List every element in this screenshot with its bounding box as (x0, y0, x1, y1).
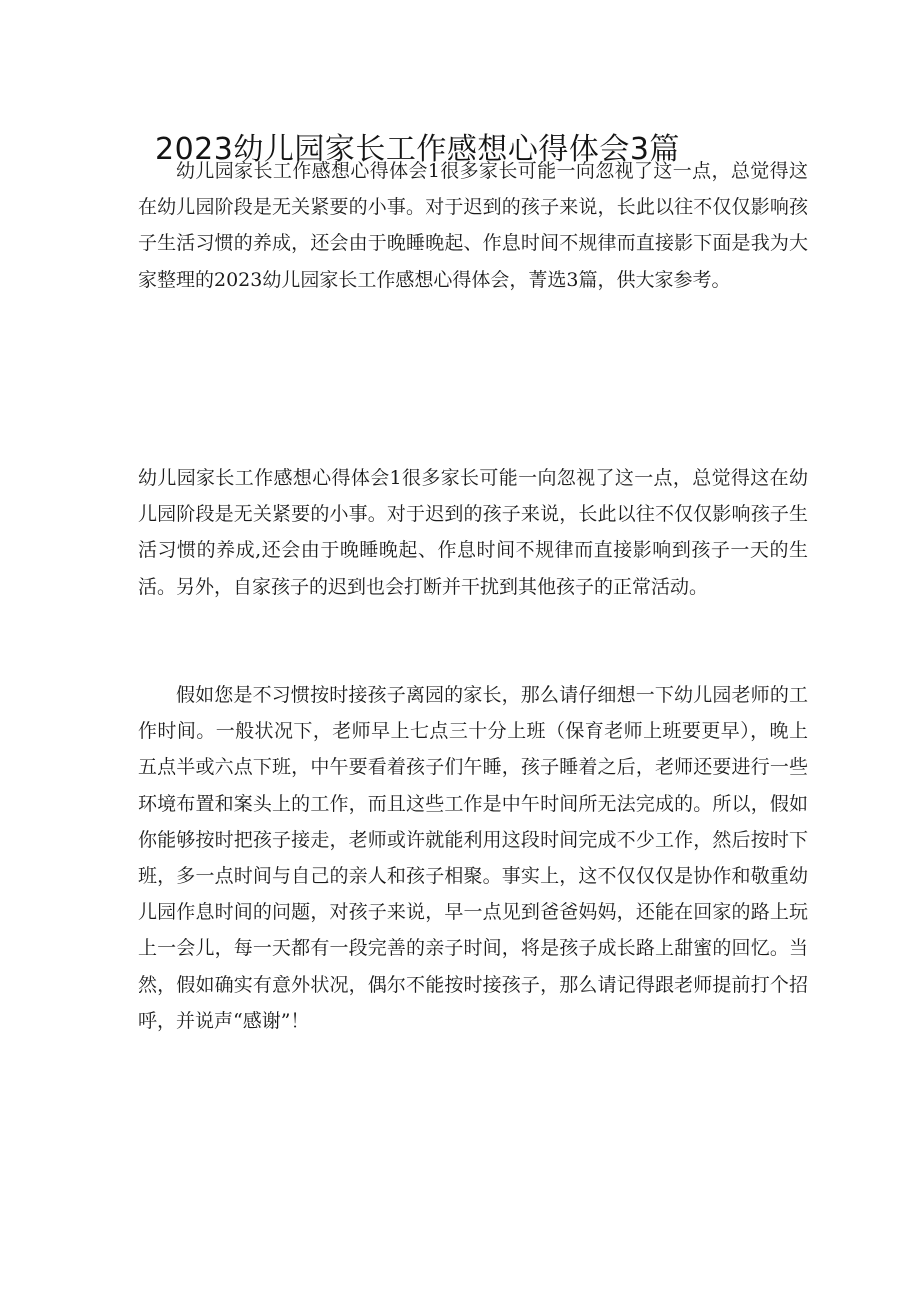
intro-paragraph: 幼儿园家长工作感想心得体会1很多家长可能一向忽视了这一点，总觉得这在幼儿园阶段是无关紧要的小事。对于迟到的孩子来说，长此以往不仅仅影响孩子生活习惯的养成，还会由于晚睡晚起、作息时间不规律而直接影下面是我为大家整理的2023幼儿园家长工作感想心得体会，菁选3篇，供大家参考。 (138, 160, 808, 291)
document-title: 2023幼儿园家长工作感想心得体会3篇 (155, 132, 680, 167)
body-paragraph-2: 假如您是不习惯按时接孩子离园的家长，那么请仔细想一下幼儿园老师的工作时间。一般状况下，老师早上七点三十分上班（保育老师上班要更早），晚上五点半或六点下班，中午要看着孩子们午睡，孩子睡着之后，老师还要进行一些环境布置和案头上的工作，而且这些工作是中午时间所无法完成的。所以，假如你能够按时把孩子接走，老师或许就能利用这段时间完成不少工作，然后按时下班，多一点时间与自己的亲人和孩子相聚。事实上，这不仅仅仅是协作和敬重幼儿园作息时间的问题，对孩子来说，早一点见到爸爸妈妈，还能在回家的路上玩上一会儿，每一天都有一段完善的亲子时间，将是孩子成长路上甜蜜的回忆。当然，假如确实有意外状况，偶尔不能按时接孩子，那么请记得跟老师提前打个招呼，并说声“感谢”！ (138, 684, 808, 1032)
body-paragraph-1: 幼儿园家长工作感想心得体会1很多家长可能一向忽视了这一点，总觉得这在幼儿园阶段是无关紧要的小事。对于迟到的孩子来说，长此以往不仅仅影响孩子生活习惯的养成,还会由于晚睡晚起、作息时间不规律而直接影响到孩子一天的生活。另外，自家孩子的迟到也会打断并干扰到其他孩子的正常活动。 (138, 467, 808, 598)
